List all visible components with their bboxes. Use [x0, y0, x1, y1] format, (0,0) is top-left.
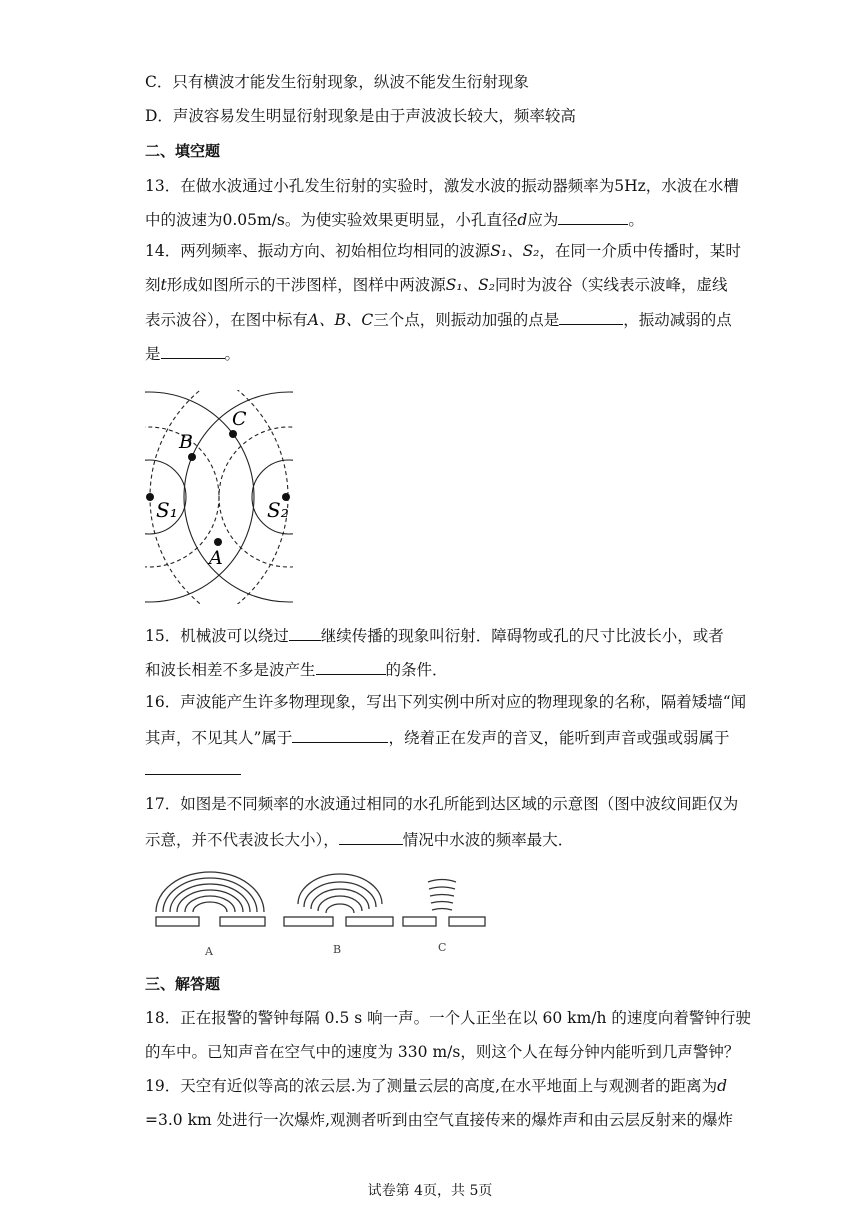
- q14-text7: 三个点，则振动加强的点是: [373, 311, 560, 329]
- q19-text: 19．天空有近似等高的浓云层.为了测量云层的高度,在水平地面上与观测者的距离为: [145, 1077, 718, 1095]
- wave-a-4: [177, 890, 243, 912]
- s2-trough-2: [150, 390, 293, 604]
- label-fig-c: C: [438, 941, 447, 954]
- label-fig-b: B: [333, 943, 342, 956]
- q13-text2: 应为: [527, 211, 559, 229]
- q13-end: 。: [628, 211, 644, 229]
- point-c-dot: [229, 430, 237, 438]
- q14-text3: 刻: [145, 276, 161, 294]
- q14-line3: [145, 308, 732, 330]
- q14-text6: 表示波谷），在图中标有: [145, 311, 308, 329]
- q16-blank2[interactable]: [145, 758, 241, 775]
- q16-text2: ，绕着正在发声的音叉，能听到声音或强或弱属于: [388, 729, 730, 747]
- label-fig-a: A: [205, 945, 213, 958]
- label-s1: S₁: [156, 498, 178, 522]
- option-d: D．声波容易发生明显衍射现象是由于声波波长较大，频率较高: [145, 107, 576, 125]
- q14-text9: 是: [145, 345, 161, 363]
- q15-blank2[interactable]: [316, 658, 386, 675]
- wave-a-5: [185, 896, 235, 912]
- q14-text5: 同时为波谷（实线表示波峰，虚线: [494, 276, 728, 294]
- q17-text: 示意，并不代表波长大小），: [145, 831, 339, 849]
- q16-text: 其声，不见其人”属于: [145, 729, 293, 747]
- q16-blank1[interactable]: [292, 726, 388, 743]
- q19-line1: [145, 1076, 727, 1096]
- q17-line2: [145, 828, 573, 850]
- q14-text2: ，在同一介质中传播时，某时: [539, 242, 741, 260]
- label-c: C: [232, 408, 247, 430]
- q14-text10: 。: [224, 345, 241, 363]
- section-answers: 三、解答题: [145, 975, 221, 993]
- s2-trough-1: [219, 427, 293, 567]
- q17-line1: 17．如图是不同频率的水波通过相同的水孔所能到达区域的示意图（图中波纹间距仅为: [145, 795, 739, 813]
- q18-line2: 的车中。已知声音在空气中的速度为 330 m/s，则这个人在每分钟内能听到几声警钟？: [145, 1043, 740, 1061]
- wave-c-3: [430, 895, 454, 897]
- wave-c-2: [429, 887, 455, 889]
- label-s2: S₂: [267, 498, 289, 522]
- barrier-c-left: [403, 917, 436, 926]
- q14-sources: S₁、S₂: [490, 242, 540, 260]
- wave-c-5: [432, 909, 452, 911]
- q13-line1: 13．在做水波通过小孔发生衍射的实验时，激发水波的振动器频率为5Hz，水波在水槽: [145, 177, 739, 195]
- q14-points: A、B、C: [307, 311, 374, 329]
- point-a-dot: [214, 538, 222, 546]
- wave-a-6: [193, 902, 227, 912]
- page-footer: 试卷第 4页，共 5页: [367, 1183, 493, 1199]
- q14-blank1[interactable]: [559, 308, 623, 325]
- q15-text3: 和波长相差不多是波产生: [145, 661, 316, 679]
- label-a: A: [209, 547, 223, 569]
- wave-c-1: [428, 880, 456, 883]
- q14-line4: [145, 342, 240, 364]
- q19-line2: =3.0 km 处进行一次爆炸,观测者听到由空气直接传来的爆炸声和由云层反射来的爆炸: [145, 1111, 734, 1129]
- barrier-b-left: [284, 917, 333, 926]
- q14-text4: 形成如图所示的干涉图样，图样中两波源: [166, 276, 446, 294]
- q14-line2: [145, 275, 727, 295]
- q16-line1: 16．声波能产生许多物理现象，写出下列实例中所对应的物理现象的名称，隔着矮墙“闻: [145, 693, 747, 711]
- q14-text: 14．两列频率、振动方向、初始相位均相同的波源: [145, 242, 491, 260]
- q15-line1: [145, 624, 724, 646]
- q13-d: d: [517, 211, 528, 229]
- q13-blank[interactable]: [558, 208, 628, 225]
- q14-blank2[interactable]: [161, 342, 225, 359]
- barrier-a-left: [156, 917, 199, 926]
- q14-t: t: [160, 276, 167, 294]
- q13-text: 中的波速为0.05m/s。为使实验效果更明显，小孔直径: [145, 211, 518, 229]
- wave-b-2: [304, 882, 376, 907]
- q15-text: 15．机械波可以绕过: [145, 627, 289, 645]
- q14-sources2: S₁、S₂: [445, 276, 495, 294]
- q17-text2: 情况中水波的频率最大．: [402, 831, 574, 849]
- barrier-c-right: [449, 917, 485, 926]
- q19-d: d: [717, 1077, 728, 1095]
- barrier-b-right: [346, 917, 393, 926]
- option-c: C．只有横波才能发生衍射现象，纵波不能发生衍射现象: [145, 73, 529, 91]
- section-fill-in: 二、填空题: [145, 142, 221, 160]
- wave-a-2: [163, 878, 257, 912]
- q17-blank[interactable]: [339, 828, 403, 845]
- q18-line1: 18．正在报警的警钟每隔 0.5 s 响一声。一个人正坐在以 60 km/h 的速度向着警钟行驶: [145, 1009, 751, 1027]
- q15-text2: 继续传播的现象叫衍射．障碍物或孔的尺寸比波长小，或者: [320, 627, 724, 645]
- q16-line2: [145, 726, 729, 748]
- s1-trough-2: [145, 390, 288, 604]
- source-s1-dot: [146, 493, 154, 501]
- q15-line2: [145, 658, 448, 680]
- interference-figure: [145, 390, 293, 604]
- q14-line1: [145, 241, 741, 261]
- wave-b-5: [326, 904, 354, 913]
- q15-blank1[interactable]: [289, 624, 321, 641]
- wave-a-3: [170, 884, 250, 912]
- wave-c-4: [431, 902, 453, 904]
- q16-line3: [145, 758, 241, 780]
- diffraction-figure: [146, 860, 486, 960]
- barrier-a-right: [220, 917, 265, 926]
- point-b-dot: [188, 453, 196, 461]
- q15-text4: 的条件．: [385, 661, 448, 679]
- q14-text8: ，振动减弱的点: [623, 311, 732, 329]
- label-b: B: [179, 431, 193, 453]
- q13-line2: [145, 208, 644, 230]
